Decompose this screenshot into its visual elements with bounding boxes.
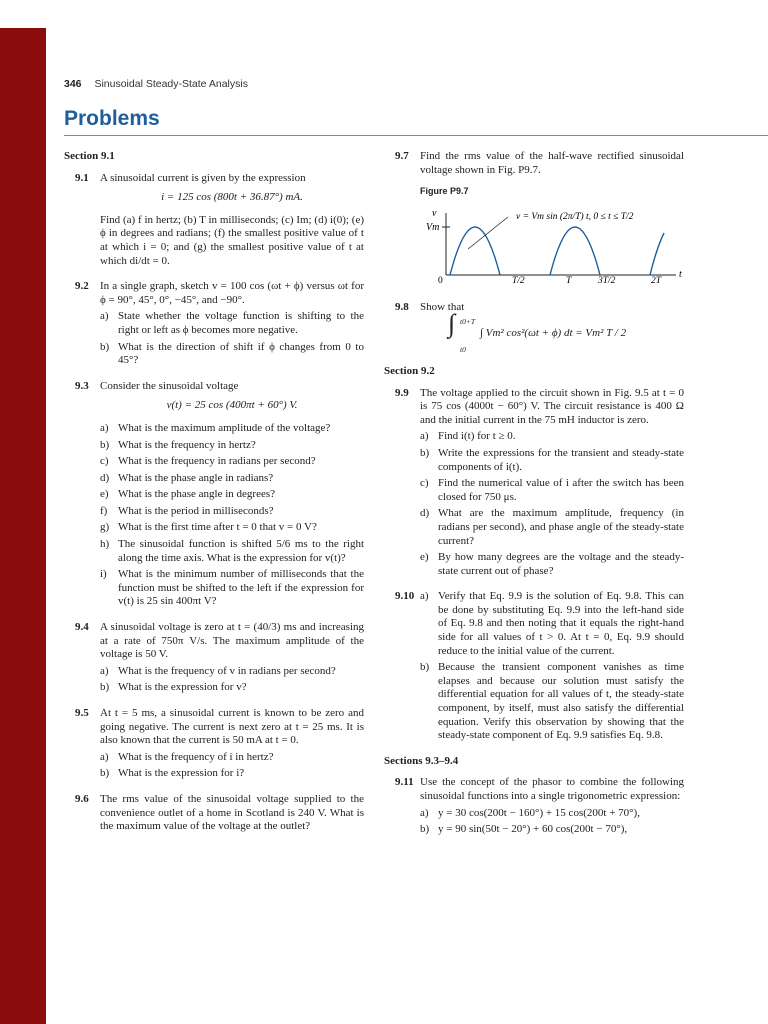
sub-question: c) Find the numerical value of i after the switch has been closed for 750 μs. [420, 477, 684, 503]
page-number: 346 [64, 78, 82, 90]
problem-number: 9.3 [75, 379, 89, 392]
chapter-sidebar-band [0, 28, 46, 1024]
problem-text: The voltage applied to the circuit shown in Fig. 9.5 at t = 0 is 75 cos (4000t − 60°) V. The circuit resistance is 400 Ω and the initial current in the 75 mH inductor is zero. [420, 386, 684, 426]
integral-sign: ∫ [448, 308, 456, 338]
problem-number: 9.5 [75, 707, 89, 719]
problem-text: A sinusoidal current is given by the expression [100, 171, 306, 184]
problem-9-2 [64, 280, 364, 368]
half-wave-figure [420, 203, 684, 285]
left-column [64, 150, 364, 846]
problem-9-9 [384, 387, 684, 579]
problem-number: 9.10 [395, 590, 415, 603]
equation: ∫ Vm² cos²(ωt + ϕ) dt = Vm² T / 2 [480, 326, 627, 339]
waveform-equation: v = Vm sin (2π/T) t, 0 ≤ t ≤ T/2 [516, 211, 634, 222]
problem-9-4 [64, 621, 364, 695]
tick-label: 3T/2 [598, 275, 616, 285]
sub-question: a) y = 30 cos(200t − 160°) + 15 cos(200t + 70°), [420, 806, 640, 819]
integral-lower-limit: t0 [460, 344, 466, 354]
problem-number: 9.8 [395, 301, 409, 314]
problem-text: Consider the sinusoidal voltage [100, 379, 239, 392]
half-wave-arch-3 [650, 233, 664, 275]
sub-question: b) y = 90 sin(50t − 20°) + 60 cos(200t − 70°), [420, 823, 628, 836]
problem-text: Show that [420, 301, 465, 314]
sub-question: b) Write the expressions for the transient and steady-state components of i(t). [420, 446, 684, 473]
problem-9-11 [384, 776, 684, 836]
problem-number: 9.1 [75, 171, 89, 184]
sub-question: a) State whether the voltage function is shifting to the right or left as ϕ becomes more negative. [100, 310, 364, 336]
problem-text: Use the concept of the phasor to combine the following sinusoidal functions into a single trigonometric expression: [420, 776, 684, 802]
half-wave-arch-2 [550, 227, 600, 275]
page-title: Problems [64, 107, 160, 130]
figure-caption: Figure P9.7 [420, 186, 469, 197]
section-heading: Section 9.2 [384, 364, 435, 377]
problem-text: The rms value of the sinusoidal voltage supplied to the convenience outlet of a home in Scotland is 240 V. What is the maximum value of the voltage at the outlet? [100, 792, 364, 833]
tick-label: 2T [651, 275, 662, 285]
problem-9-8 [384, 301, 684, 353]
integral-equation [420, 308, 684, 354]
sub-question: b) What is the expression for i? [100, 767, 245, 780]
title-rule [64, 135, 768, 136]
sub-question: a) Verify that Eq. 9.9 is the solution of Eq. 9.8. This can be done by substituting Eq. 9.9 into the left-hand side of Eq. 9.8 and then noting that it equals the right-hand side for all values of t > 0. At t = 0, Eq. 9.9 should reduce to the initial value of the current. [420, 590, 684, 657]
sub-question: a) What is the frequency of v in radians per second? [100, 664, 336, 677]
sub-question: a) Find i(t) for t ≥ 0. [420, 430, 516, 443]
problem-text: At t = 5 ms, a sinusoidal current is known to be zero and going negative. The current is next zero at t = 25 ms. It is also known that the current is 50 mA at t = 0. [100, 707, 364, 747]
vm-label: Vm [426, 221, 440, 233]
tick-label: T/2 [512, 275, 525, 285]
problem-9-1 [64, 172, 364, 269]
running-title: Sinusoidal Steady-State Analysis [94, 78, 248, 90]
problem-number: 9.2 [75, 280, 89, 293]
sub-question: h) The sinusoidal function is shifted 5/6 ms to the right along the time axis. What is the expression for v(t)? [100, 538, 364, 564]
problem-text: A sinusoidal voltage is zero at t = (40/3) ms and increasing at a rate of 750π V/s. The maximum amplitude of the voltage is 50 V. [100, 621, 364, 661]
t-axis-label: t [679, 268, 682, 280]
sub-question: e) By how many degrees are the voltage and the steady-state current out of phase? [420, 551, 684, 577]
problem-9-10 [384, 590, 684, 743]
equation: i = 125 cos (800t + 36.87°) mA. [161, 191, 303, 204]
problem-text: In a single graph, sketch v = 100 cos (ωt + ϕ) versus ωt for ϕ = 90°, 45°, 0°, −45°, and −90°. [100, 280, 364, 306]
problem-9-5 [64, 707, 364, 781]
sub-question: a) What is the frequency of i in hertz? [100, 750, 274, 763]
sub-question: i) What is the minimum number of milliseconds that the function must be shifted to the left if the expression for v(t) is 25 sin 400πt V? [100, 568, 364, 608]
sub-question: b) What is the expression for v? [100, 681, 247, 694]
integral-upper-limit: t0+T [460, 316, 476, 326]
problem-9-6 [64, 793, 364, 834]
problem-text: Find (a) f in hertz; (b) T in milliseconds; (c) Im; (d) i(0); (e) ϕ in degrees and radians; (f) the smallest positive value of t at which i = 0; and (g) the smallest positive value of t at which di/dt = 0. [100, 213, 364, 267]
problem-text: Find the rms value of the half-wave rectified sinusoidal voltage shown in Fig. P9.7. [420, 150, 684, 176]
problem-9-3 [64, 380, 364, 609]
half-wave-arch-1 [450, 227, 500, 275]
sub-question: g) What is the first time after t = 0 that v = 0 V? [100, 521, 317, 534]
sub-question: d) What is the phase angle in radians? [100, 471, 274, 484]
tick-zero: 0 [438, 275, 443, 285]
problem-9-7 [384, 150, 684, 289]
sub-question: b) What is the direction of shift if ϕ changes from 0 to 45°? [100, 340, 364, 367]
tick-label: T [566, 275, 572, 285]
running-header [64, 78, 248, 90]
sub-question: b) What is the frequency in hertz? [100, 438, 256, 451]
sub-question: d) What are the maximum amplitude, frequency (in radians per second), and phase angle of the steady-state current? [420, 507, 684, 547]
sub-question: a) What is the maximum amplitude of the voltage? [100, 421, 331, 434]
problem-number: 9.6 [75, 792, 89, 805]
callout-line [468, 217, 508, 249]
section-heading: Sections 9.3–9.4 [384, 754, 459, 767]
v-axis-label: v [432, 207, 437, 219]
problem-number: 9.4 [75, 621, 89, 634]
sub-question: f) What is the period in milliseconds? [100, 504, 274, 517]
sub-question: b) Because the transient component vanishes as time elapses and because our solution must satisfy the differential equation for all values of t, the steady-state component, by itself, must also satisfy the differential equation. Verify this observation by showing that the steady-state component of Eq. 9.9 satisfies Eq. 9.8. [420, 661, 684, 742]
right-column [384, 150, 684, 849]
problem-number: 9.7 [395, 150, 409, 162]
equation: v(t) = 25 cos (400πt + 60°) V. [166, 399, 298, 412]
problem-number: 9.11 [395, 776, 414, 789]
sub-question: e) What is the phase angle in degrees? [100, 488, 275, 501]
sub-question: c) What is the frequency in radians per second? [100, 455, 316, 468]
section-heading: Section 9.1 [64, 150, 115, 162]
problem-number: 9.9 [395, 386, 409, 399]
